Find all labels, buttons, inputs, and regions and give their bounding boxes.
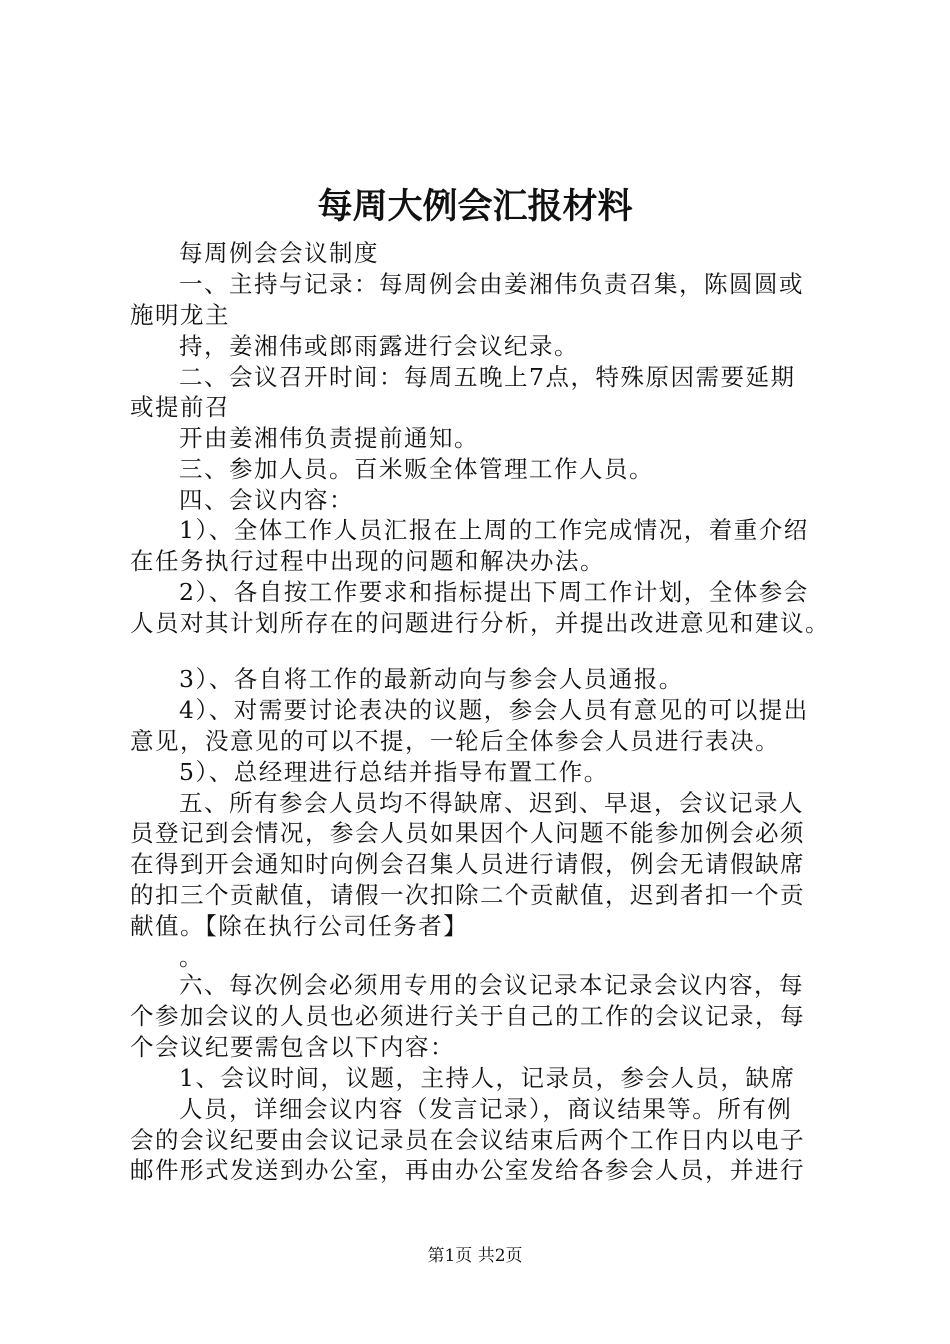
body-line: 四、会议内容： (179, 486, 354, 514)
body-line: 5）、总经理进行总结并指导布置工作。 (179, 758, 609, 786)
body-line: 开由姜湘伟负责提前通知。 (179, 424, 479, 452)
body-line: 2）、各自按工作要求和指标提出下周工作计划，全体参会 (179, 578, 809, 606)
body-line: 持，姜湘伟或郎雨露进行会议纪录。 (179, 332, 579, 360)
body-line: 个参加会议的人员也必须进行关于自己的工作的会议记录，每 (130, 1002, 805, 1030)
body-line: 或提前召 (130, 393, 230, 421)
body-line: 五、所有参会人员均不得缺席、迟到、早退，会议记录人 (179, 789, 804, 817)
page-footer: 第1页 共2页 (427, 1246, 523, 1266)
body-line: 六、每次例会必须用专用的会议记录本记录会议内容，每 (179, 971, 804, 999)
document-title: 每周大例会汇报材料 (317, 186, 633, 227)
body-line: 每周例会会议制度 (179, 239, 379, 267)
body-line: 在任务执行过程中出现的问题和解决办法。 (130, 547, 605, 575)
body-line: 4）、对需要讨论表决的议题，参会人员有意见的可以提出 (179, 696, 809, 724)
body-line: 人员对其计划所存在的问题进行分析，并提出改进意见和建议。 (130, 609, 830, 637)
body-line: 二、会议召开时间：每周五晚上7点，特殊原因需要延期 (179, 363, 796, 391)
body-line: 一、主持与记录：每周例会由姜湘伟负责召集，陈圆圆或 (179, 270, 804, 298)
body-line: 个会议纪要需包含以下内容： (130, 1033, 455, 1061)
body-line: 在得到开会通知时向例会召集人员进行请假，例会无请假缺席 (130, 850, 805, 878)
body-line: 人员，详细会议内容（发言记录），商议结果等。所有例 (179, 1095, 793, 1123)
body-line: 施明龙主 (130, 301, 230, 329)
body-line: 员登记到会情况，参会人员如果因个人问题不能参加例会必须 (130, 819, 805, 847)
body-line: 的扣三个贡献值，请假一次扣除二个贡献值，迟到者扣一个贡 (130, 881, 805, 909)
body-line: 意见，没意见的可以不提，一轮后全体参会人员进行表决。 (130, 727, 780, 755)
body-line: 。 (179, 943, 204, 971)
body-line: 1、会议时间，议题，主持人，记录员，参会人员，缺席 (179, 1064, 796, 1092)
body-line: 1）、全体工作人员汇报在上周的工作完成情况，着重介绍 (179, 516, 809, 544)
body-line: 献值。【除在执行公司任务者】 (130, 912, 469, 940)
body-line: 3）、各自将工作的最新动向与参会人员通报。 (179, 665, 684, 693)
body-line: 邮件形式发送到办公室，再由办公室发给各参会人员，并进行 (130, 1156, 805, 1184)
body-line: 会的会议纪要由会议记录员在会议结束后两个工作日内以电子 (130, 1126, 805, 1154)
body-line: 三、参加人员。百米贩全体管理工作人员。 (179, 455, 654, 483)
